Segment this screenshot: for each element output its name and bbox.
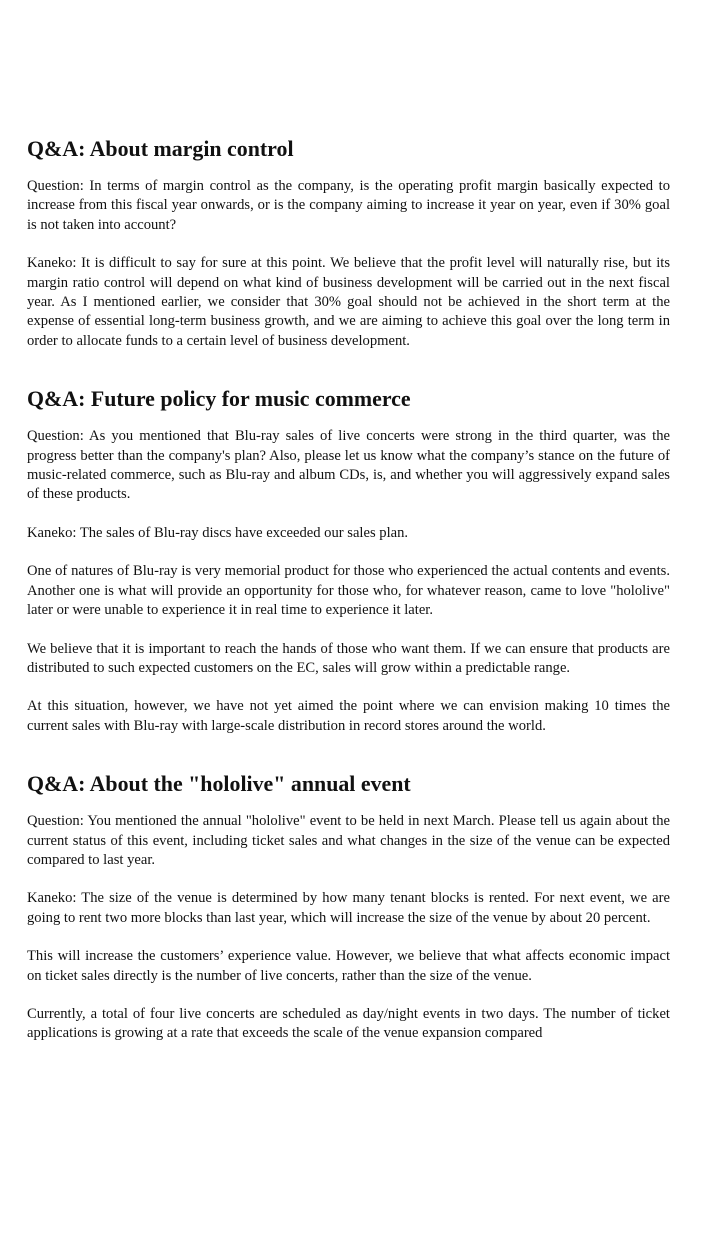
section-heading-annual-event: Q&A: About the "hololive" annual event [27,771,411,797]
paragraph-bluray-nature: One of natures of Blu-ray is very memorial product for those who experienced the actual contents and events. Another one is what will provide an opportunity for those who, for whatever reason, came to love "hololive" later or were unable to experience it in real time to experience it later. [27,563,670,619]
document-page [27,136,670,1044]
paragraph-answer-bluray-plan: Kaneko: The sales of Blu-ray discs have exceeded our sales plan. [27,524,409,541]
paragraph-answer-venue: Kaneko: The size of the venue is determined by how many tenant blocks is rented. For next event, we are going to rent two more blocks than last year, which will increase the size of the venue by about 20 percent. [27,890,670,926]
paragraph-answer-margin: Kaneko: It is difficult to say for sure at this point. We believe that the profit level will naturally rise, but its margin ratio control will depend on what kind of business development will be carried out in the next fiscal year. As I mentioned earlier, we consider that 30% goal should not be achieved in the short term at the expense of essential long-term business growth, and we are aiming to achieve this goal over the long term in order to allocate funds to a certain level of business development. [27,255,670,349]
paragraph-bluray-situation: At this situation, however, we have not yet aimed the point where we can envision making 10 times the current sales with Blu-ray with large-scale distribution in record stores around the world. [27,698,670,734]
section-heading-margin-control: Q&A: About margin control [27,136,294,161]
paragraph-experience-value: This will increase the customers’ experience value. However, we believe that what affects economic impact on ticket sales directly is the number of live concerts, rather than the size of the venue. [27,948,670,984]
paragraph-bluray-distribution: We believe that it is important to reach the hands of those who want them. If we can ensure that products are distributed to such expected customers on the EC, sales will grow within a predictable range. [27,640,670,676]
paragraph-question-margin: Question: In terms of margin control as the company, is the operating profit margin basically expected to increase from this fiscal year onwards, or is the company aiming to increase it year on year, even if 30% goal is not taken into account? [27,178,670,233]
paragraph-question-event: Question: You mentioned the annual "hololive" event to be held in next March. Please tell us again about the current status of this event, including ticket sales and what changes in the size of the venue can be expected compared to last year. [27,813,670,868]
paragraph-live-concerts: Currently, a total of four live concerts are scheduled as day/night events in two days. The number of ticket applications is growing at a rate that exceeds the scale of the venue expansion compared [27,1005,670,1042]
section-heading-music-commerce: Q&A: Future policy for music commerce [27,386,411,412]
paragraph-question-bluray: Question: As you mentioned that Blu-ray sales of live concerts were strong in the third quarter, was the progress better than the company's plan? Also, please let us know what the company’s stance on the future of music-related commerce, such as Blu-ray and album CDs, is, and whether you will aggressively expand sales of these products. [27,428,670,503]
